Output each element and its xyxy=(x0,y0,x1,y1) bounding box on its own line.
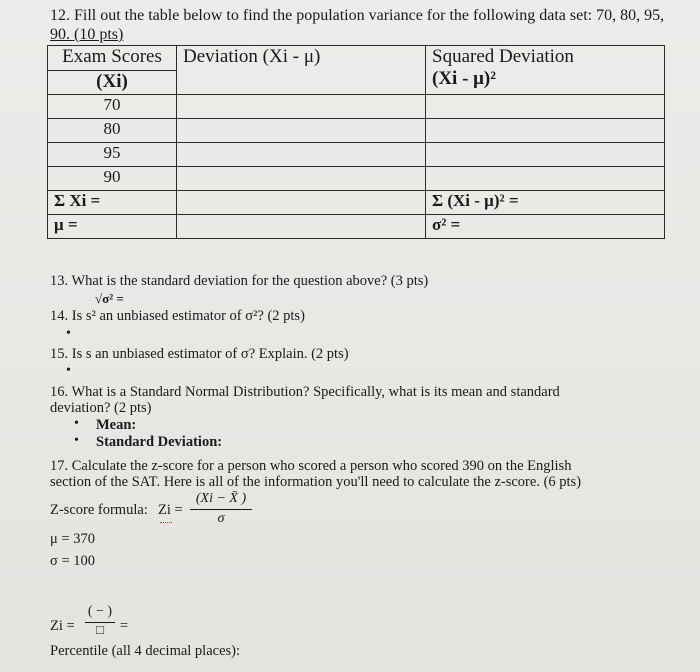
deviation-input-cell[interactable] xyxy=(177,167,426,191)
given-sigma: σ = 100 xyxy=(50,553,95,569)
formula-label: Z-score formula: xyxy=(50,502,148,518)
table-row xyxy=(48,119,665,143)
q16-mean-label: Mean: xyxy=(96,417,137,433)
mean-row xyxy=(48,215,665,239)
score-cell: 90 xyxy=(48,167,177,191)
question-12-line1: 12. Fill out the table below to find the population variance for the following data set: 70, 80, 95, xyxy=(50,7,665,24)
squared-input-cell[interactable] xyxy=(426,119,665,143)
q16-sd-bullet: • xyxy=(74,433,79,448)
header-deviation xyxy=(177,46,426,95)
question-17-line2: section of the SAT. Here is all of the information you'll need to calculate the z-score. (6 pts) xyxy=(50,474,582,490)
question-13: 13. What is the standard deviation for the question above? (3 pts) xyxy=(50,273,429,289)
formula-denominator: σ xyxy=(217,511,225,526)
question-16-line1: 16. What is a Standard Normal Distribution? Specifically, what is its mean and standard xyxy=(50,384,560,400)
table-row xyxy=(48,143,665,167)
formula-zi: Zi = xyxy=(158,502,183,518)
question-17-line1: 17. Calculate the z-score for a person who scored a person who scored 390 on the English xyxy=(50,458,572,474)
q14-bullet: • xyxy=(66,326,71,341)
sum-squares-label: Σ (Xi - μ)² = xyxy=(426,191,665,215)
sum-label: Σ Xi = xyxy=(48,191,177,215)
question-12-line2: 90. (10 pts) xyxy=(50,26,124,43)
mean-input-cell[interactable] xyxy=(177,215,426,239)
given-mu: μ = 370 xyxy=(50,531,95,547)
squared-input-cell[interactable] xyxy=(426,143,665,167)
squared-input-cell[interactable] xyxy=(426,167,665,191)
question-12 xyxy=(50,6,680,44)
calc-equals: = xyxy=(120,618,129,634)
calc-zi: Zi = xyxy=(50,618,75,634)
score-cell: 80 xyxy=(48,119,177,143)
variance-table xyxy=(47,45,665,239)
header-deviation-label: Deviation (Xi - μ) xyxy=(183,46,321,67)
sum-row xyxy=(48,191,665,215)
sum-input-cell[interactable] xyxy=(177,191,426,215)
score-cell: 70 xyxy=(48,95,177,119)
question-15: 15. Is s an unbiased estimator of σ? Explain. (2 pts) xyxy=(50,346,349,362)
deviation-input-cell[interactable] xyxy=(177,119,426,143)
score-cell: 95 xyxy=(48,143,177,167)
formula-fraction-bar xyxy=(190,509,252,510)
q15-bullet: • xyxy=(66,363,71,378)
header-exam-scores: Exam Scores xyxy=(48,46,177,71)
header-squared-line1: Squared Deviation xyxy=(432,46,574,67)
table-row xyxy=(48,167,665,191)
question-14: 14. Is s² an unbiased estimator of σ²? (2 pts) xyxy=(50,308,305,324)
spellcheck-underline xyxy=(160,519,172,523)
header-squared-line2: (Xi - μ)² xyxy=(432,68,496,89)
squared-input-cell[interactable] xyxy=(426,95,665,119)
question-16-line2: deviation? (2 pts) xyxy=(50,400,152,416)
table-row xyxy=(48,95,665,119)
table-header-row xyxy=(48,46,665,71)
header-xi: (Xi) xyxy=(48,71,177,95)
mean-label: μ = xyxy=(48,215,177,239)
calc-denominator[interactable]: □ xyxy=(96,622,104,637)
percentile-label: Percentile (all 4 decimal places): xyxy=(50,643,241,659)
deviation-input-cell[interactable] xyxy=(177,95,426,119)
formula-numerator: (Xi − X̄ ) xyxy=(195,491,247,506)
q16-sd-label: Standard Deviation: xyxy=(96,434,223,450)
header-squared-deviation xyxy=(426,46,665,95)
q16-mean-bullet: • xyxy=(74,416,79,431)
calc-numerator[interactable]: ( − ) xyxy=(87,604,113,619)
variance-label: σ² = xyxy=(426,215,665,239)
q13-answer: √σ² = xyxy=(95,291,124,306)
deviation-input-cell[interactable] xyxy=(177,143,426,167)
